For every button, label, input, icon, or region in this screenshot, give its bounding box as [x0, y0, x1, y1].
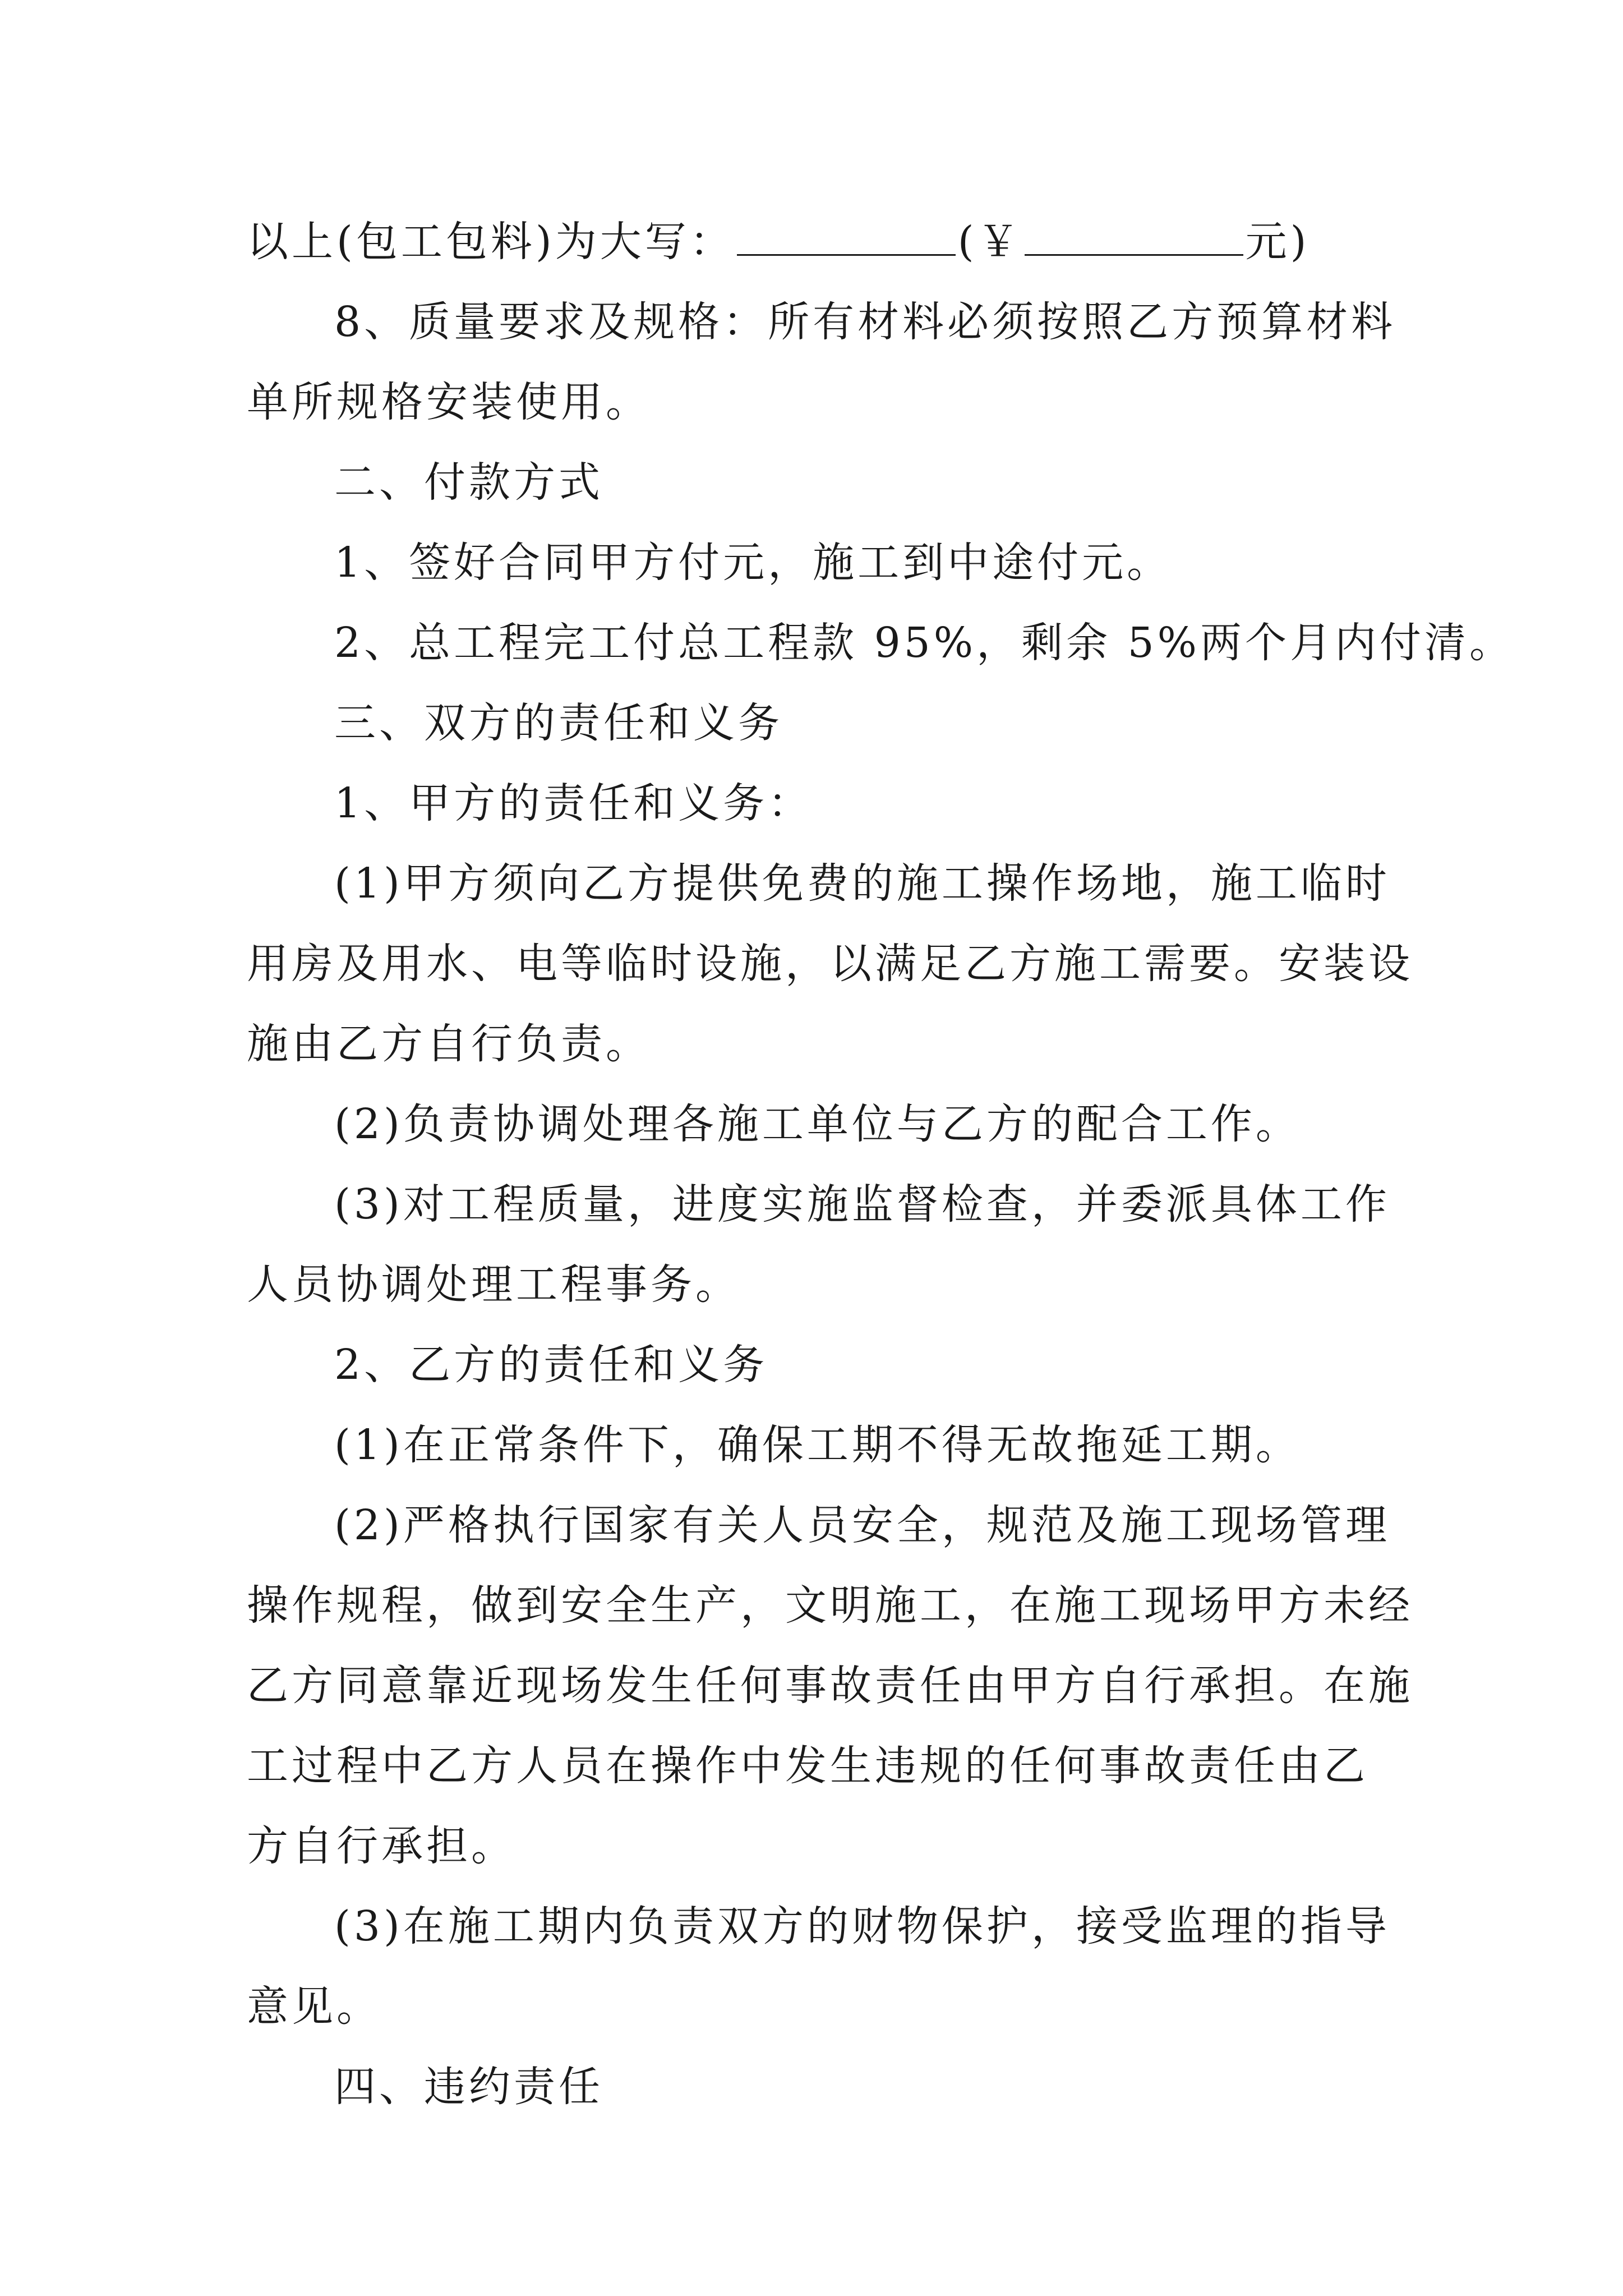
amount-unit-close: 元) — [1245, 218, 1310, 266]
subsection-heading: 1、甲方的责任和义务： — [334, 779, 813, 827]
paragraph-line: 方自行承担。 — [247, 1822, 516, 1870]
paragraph-line: 用房及用水、电等临时设施，以满足乙方施工需要。安装设 — [247, 940, 1413, 988]
paragraph-line: 单所规格安装使用。 — [247, 378, 651, 426]
section-heading: 二、付款方式 — [334, 458, 603, 507]
amount-figure-blank — [1025, 249, 1243, 256]
paragraph-line: (2)严格执行国家有关人员安全，规范及施工现场管理 — [334, 1501, 1390, 1549]
paragraph-line: (2)负责协调处理各施工单位与乙方的配合工作。 — [334, 1100, 1301, 1148]
paragraph-line: 8、质量要求及规格：所有材料必须按照乙方预算材料 — [334, 298, 1396, 346]
paragraph-line: 工过程中乙方人员在操作中发生违规的任何事故责任由乙 — [247, 1742, 1368, 1790]
amount-label: 以上(包工包料)为大写： — [247, 218, 735, 266]
section-heading: 四、违约责任 — [334, 2063, 603, 2111]
paragraph-line: 1、签好合同甲方付元，施工到中途付元。 — [334, 539, 1172, 587]
paragraph-line: (3)在施工期内负责双方的财物保护，接受监理的指导 — [334, 1902, 1390, 1950]
paragraph-line: 操作规程，做到安全生产，文明施工，在施工现场甲方未经 — [247, 1581, 1413, 1630]
subsection-heading: 2、乙方的责任和义务 — [334, 1341, 768, 1389]
amount-currency-open: (￥ — [957, 218, 1022, 266]
paragraph-line: 意见。 — [247, 1982, 381, 2031]
paragraph-line: 乙方同意靠近现场发生任何事故责任由甲方自行承担。在施 — [247, 1662, 1413, 1710]
section-heading: 三、双方的责任和义务 — [334, 699, 783, 747]
paragraph-line: 人员协调处理工程事务。 — [247, 1260, 740, 1309]
paragraph-line: 施由乙方自行负责。 — [247, 1020, 651, 1068]
document-body — [247, 202, 1514, 2127]
amount-line — [247, 202, 1385, 282]
paragraph-line: 2、总工程完工付总工程款 95%，剩余 5%两个月内付清。 — [334, 619, 1514, 667]
paragraph-line: (1)甲方须向乙方提供免费的施工操作场地，施工临时 — [334, 859, 1390, 908]
paragraph-line: (3)对工程质量，进度实施监督检查，并委派具体工作 — [334, 1180, 1390, 1228]
amount-words-blank — [737, 249, 956, 256]
paragraph-line: (1)在正常条件下，确保工期不得无故拖延工期。 — [334, 1421, 1301, 1469]
